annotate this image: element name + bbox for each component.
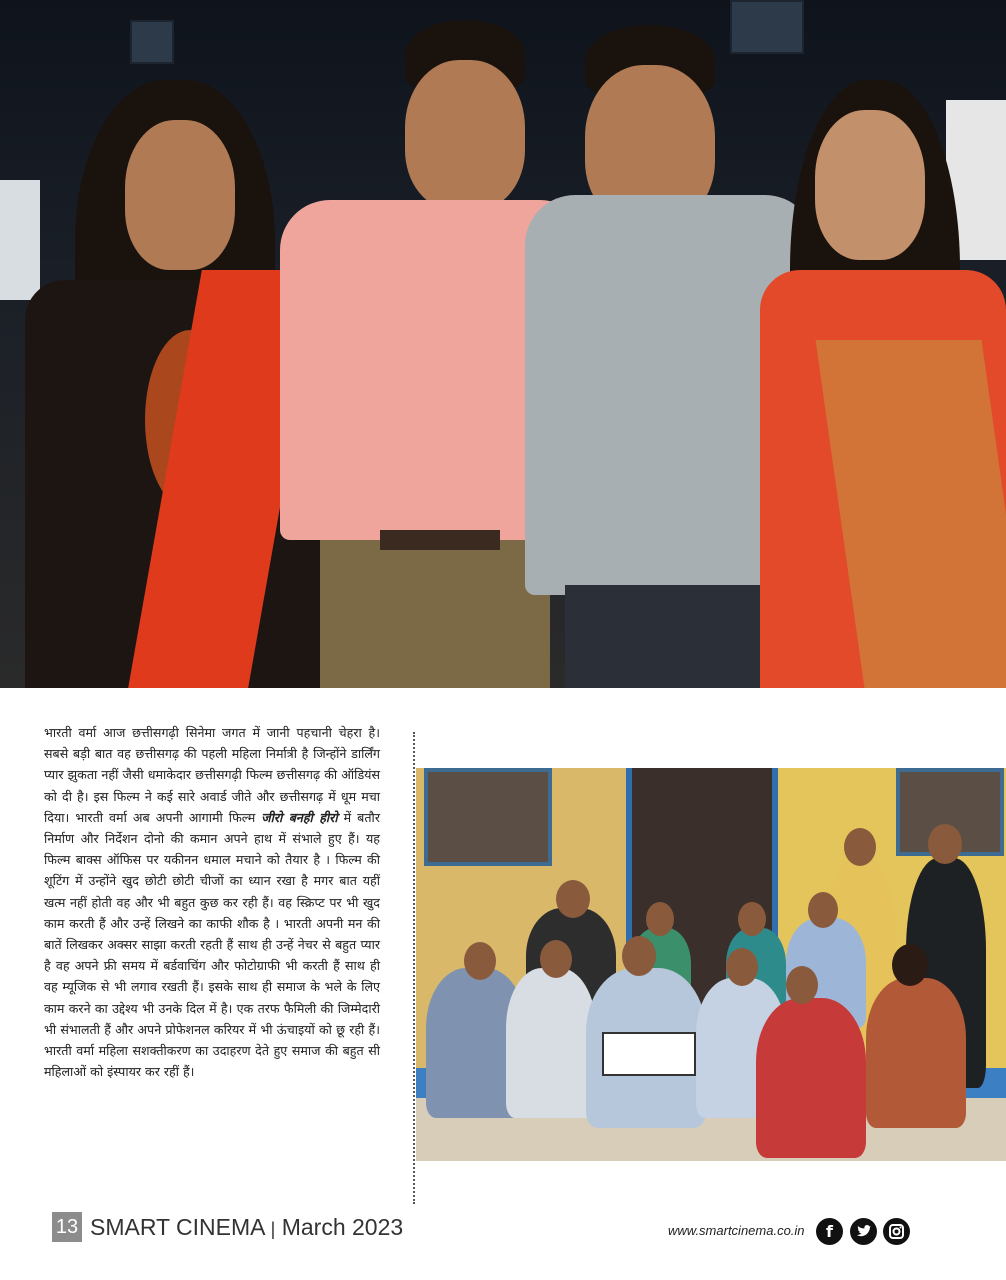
- group-photo: [416, 768, 1006, 1161]
- background-window: [424, 768, 552, 866]
- article-body: [44, 722, 380, 1082]
- issue-date: March 2023: [281, 1214, 404, 1240]
- article-paragraph-part1: भारती वर्मा आज छत्तीसगढ़ी सिनेमा जगत में जानी पहचानी चेहरा है। सबसे बड़ी बात वह छत्तीसगढ़ की पहली महिला निर्मात्री है जिन्होंने डार्लिंग प्यार झुकता नहीं जैसी धमाकेदार छत्तीसगढ़ी फिल्म छत्तीसगढ़ की ऑडियंस को दी है। इस फिल्म ने कई सारे अवार्ड जीते और छत्तीसगढ़ में धूम मचा दिया। भारती वर्मा अब अपनी आगामी फिल्म: [44, 725, 380, 825]
- crew-member: [866, 978, 966, 1128]
- person-woman-right: [760, 80, 1006, 688]
- crew-member: [756, 998, 866, 1158]
- footer-separator: |: [270, 1219, 276, 1239]
- facebook-icon[interactable]: f: [816, 1218, 843, 1245]
- magazine-name: SMART CINEMA: [90, 1214, 265, 1240]
- twitter-icon[interactable]: [850, 1218, 877, 1245]
- page-number: 13: [52, 1212, 82, 1242]
- background-window: [130, 20, 174, 64]
- instagram-icon[interactable]: [883, 1218, 910, 1245]
- magazine-issue-line: [90, 1214, 403, 1241]
- column-divider: [413, 732, 415, 1204]
- crew-member: [506, 968, 596, 1118]
- website-url[interactable]: www.smartcinema.co.in: [668, 1223, 805, 1238]
- film-title: जीरो बनही हीरो: [261, 809, 338, 825]
- film-clapperboard: [602, 1032, 696, 1076]
- article-paragraph-part2: में बतौर निर्माण और निर्देशन दोनो की कमान अपने हाथ में संभाले हुए हैं। यह फिल्म बाक्स ऑफिस पर यकीनन धमाल मचाने को तैयार है । फिल्म की शूटिंग में उन्होंने खुद छोटी छोटी चीजों का ध्यान रखा है मगर बात यहीं खत्म नहीं होती वह और भी बहुत कुछ कर रही हैं। वह स्क्रिप्ट पर भी खुद काम करती हैं और उन्हें लिखने का काफी शौक है । भारती अपनी मन की बातें लिखकर अक्सर साझा करती रहती हैं साथ ही उन्हें नेचर से बहुत प्यार है वह अपने फ्री समय में बर्डवाचिंग और फोटोग्राफी भी करती हैं साथ ही वह म्यूजिक से भी लगाव रखती हैं। इसके साथ ही समाज के भले के लिए काम करने का उद्देश्य भी उनके दिल में है। एक तरफ फैमिली की जिम्मेदारी भी संभालती हैं और अपने प्रोफेशनल करियर में भी ऊंचाइयों को छू रही हैं। भारती वर्मा महिला सशक्तीकरण का उदाहरण देते हुए समाज की बहुत सी महिलाओं को इंस्पायर कर रहीं हैं।: [44, 809, 380, 1080]
